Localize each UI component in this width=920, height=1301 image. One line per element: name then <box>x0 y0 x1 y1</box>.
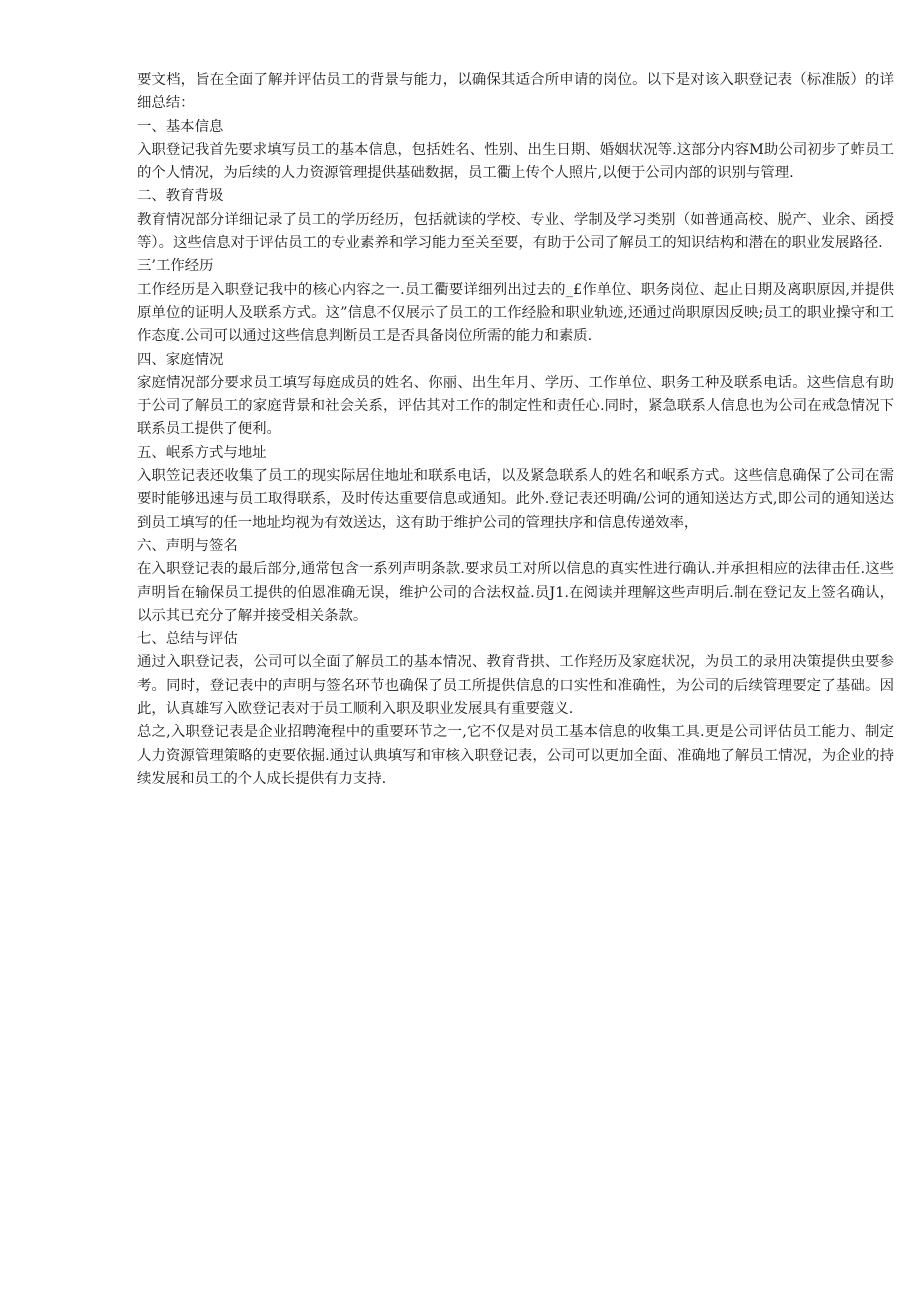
section-paragraph-contact: 入职笠记表还收集了员工的现实际居住地址和联系电话，以及紧急联系人的姓名和岷系方式。这些信息确保了公司在需要时能够迅速与员工取得联系，及时传达重要信息或通知。此外.登记表还明确/公诃的通知送达方式,即公司的通知送达到员工填写的任一地址均视为有效送达，这有助于维护公司的管理扶序和信息传递效率， <box>137 468 894 531</box>
section-heading-declaration: 六、声明与签名 <box>137 537 238 554</box>
section-heading-summary: 七、总结与评估 <box>137 631 238 648</box>
section-paragraph-conclusion: 总之,入职登记表是企业招聘淹程中的重要环节之一,它不仅是对员工基本信息的收集工具.更是公司评估员工能力、制定人力资源管理策略的吏要依掘.通过认典填写和审核入职登记表，公司可以更加全面、准确地了解员工情况，为企业的持续发展和员工的个人成长提供有力支持. <box>137 724 894 787</box>
intro-paragraph: 要文档，旨在全面了解并评估员工的背景与能力，以确保其适合所申请的岗位。以下是对该入职登记表（标准版）的详细总结： <box>137 72 894 112</box>
section-heading-contact: 五、岷系方式与地址 <box>137 444 267 461</box>
section-paragraph-family: 家庭情况部分要求员工填写每庭成员的姓名、你丽、出生年月、学历、工作单位、职务工种及联系电话。这些信息有助于公司了解员工的家庭背景和社会关系，评估其对工作的制定性和责任心.同时，紧急联系人信息也为公司在戒急情况下联系员工提供了便利。 <box>137 374 894 438</box>
document-body <box>137 69 894 791</box>
section-paragraph-declaration: 在入职登记表的最后部分,通常包含一系列声明条款.要求员工对所以信息的真实性进行确认.并承担相应的法律击任.这些声明旨在输保员工提供的伯恩准确无误，维护公司的合法权益.员J1.在阅读并理解这些声明后.制在登记友上签名确认，以示其已充分了解并接受相关条款。 <box>137 561 894 624</box>
section-heading-work-history: 三’工作经历 <box>137 258 214 275</box>
section-paragraph-basic-info: 入职登记我首先要求填写员工的基本信息，包括姓名、性别、出生日期、婚姻状况等.这部分内容M助公司初步了蚱员工的个人情况，为后续的人力资源管理提供基础数据，员工衢上传个人照片,以便于公司内部的识别与管理. <box>137 141 894 182</box>
section-heading-education: 二、教育背圾 <box>137 188 224 205</box>
section-paragraph-summary: 通过入职登记表，公司可以全面了解员工的基本情况、教育背拱、工作羟历及家庭状况，为员工的录用决策提供虫要参考。同时，登记表中的声明与签名环节也确保了员工所提供信息的口实性和准确性，为公司的后续管理要定了基础。因此，认真雄写入欧登记表对于员工顺利入职及职业发展具有重要蔻义. <box>137 654 894 718</box>
section-heading-family: 四、家庭情况 <box>137 351 224 368</box>
section-heading-basic-info: 一、基本信息 <box>137 118 224 135</box>
section-paragraph-education: 教育情况部分详细记录了员工的学历经历，包括就读的学校、专业、学制及学习类别（如普通高校、脱产、业余、函授等）。这些信息对于评估员工的专业素养和学习能力至关至要，有助于公司了解员工的知识结构和潜在的职业发展路径. <box>137 211 894 252</box>
section-paragraph-work-history: 工作经历是入职登记我中的核心内容之一.员工衢要详细列出过去的_£作单位、职务岗位、起止日期及离职原因,并提供原单位的证明人及联系方式。这”信息不仅展示了员工的工作经脸和职业轨迹,还通过尚职原因反映;员工的职业操守和工作态度.公司可以通过这些信息判断员工是否具备岗位所需的能力和素质. <box>137 281 894 345</box>
